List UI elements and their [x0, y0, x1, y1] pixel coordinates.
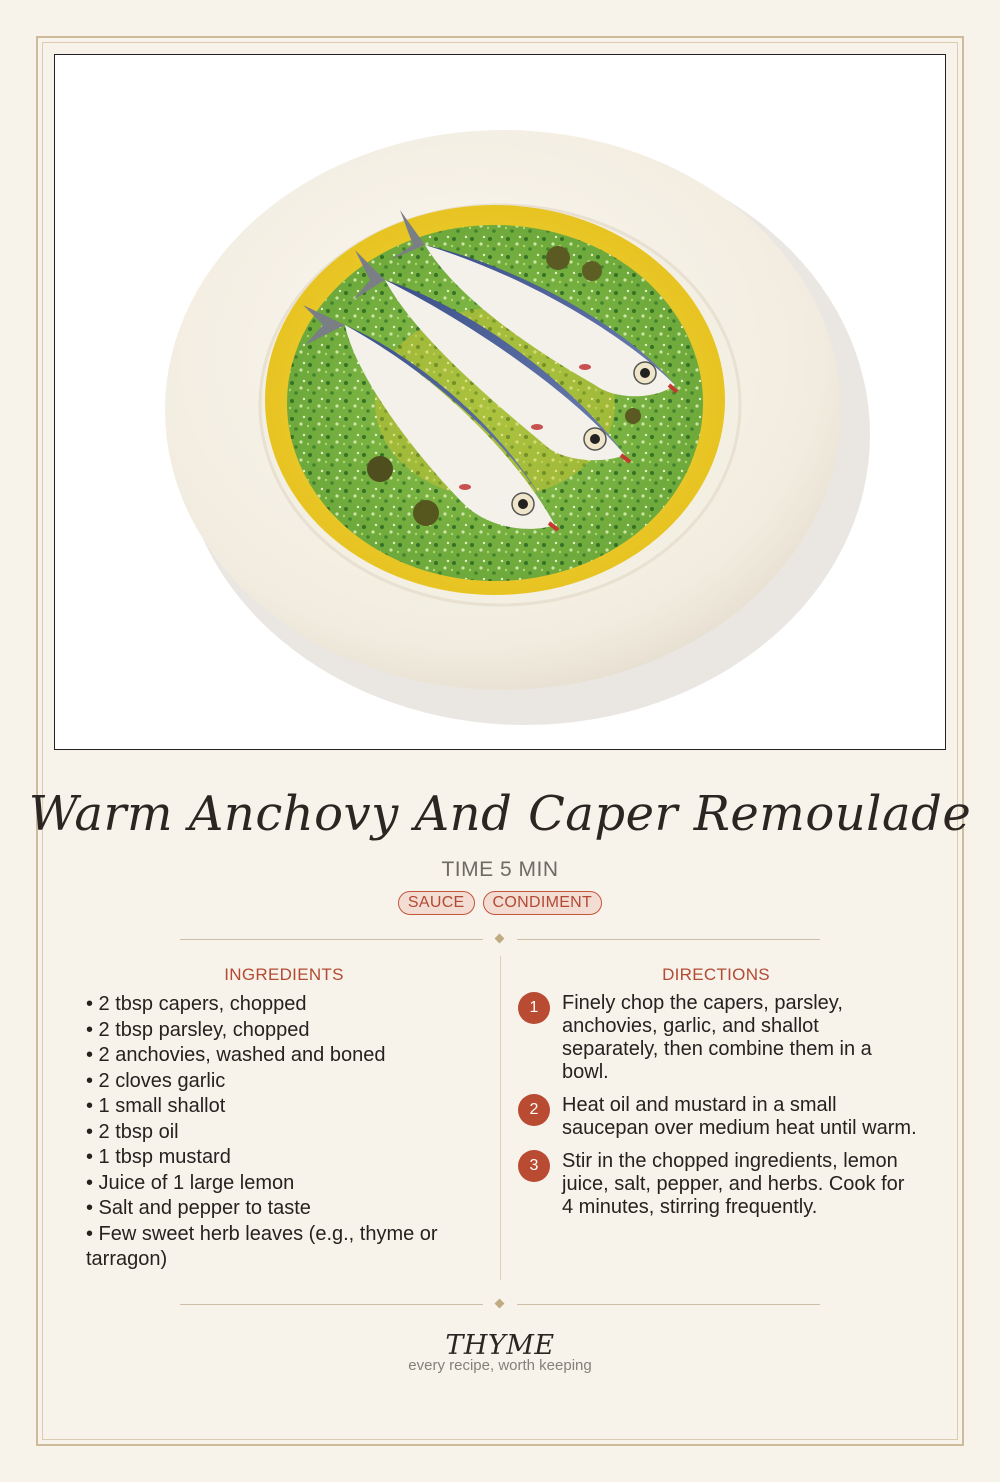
- brand-tagline: every recipe, worth keeping: [408, 1357, 592, 1374]
- recipe-illustration: [54, 54, 946, 750]
- tag-sauce[interactable]: SAUCE: [398, 891, 475, 915]
- direction-list: [518, 992, 918, 1229]
- column-divider: [500, 956, 501, 1280]
- divider-line: [180, 1304, 483, 1305]
- caper: [582, 261, 602, 281]
- brand-logo-text: THYME: [445, 1330, 555, 1361]
- ingredient-item: • 2 tbsp oil: [86, 1120, 179, 1143]
- caper: [546, 246, 570, 270]
- caper: [625, 408, 641, 424]
- step-text: Heat oil and mustard in a small saucepan over medium heat until warm.: [562, 1094, 917, 1139]
- ingredient-item: • Few sweet herb leaves (e.g., thyme or tarragon): [86, 1222, 438, 1270]
- step-text: Finely chop the capers, parsley, anchovies, garlic, and shallot separately, then combine them in a bowl.: [562, 992, 872, 1083]
- direction-step: [518, 1094, 918, 1140]
- plate-illustration-svg: [55, 55, 946, 750]
- step-text: Stir in the chopped ingredients, lemon juice, salt, pepper, and herbs. Cook for 4 minutes, stirring frequently.: [562, 1150, 905, 1218]
- divider-line: [517, 939, 820, 940]
- ingredient-item: • 1 small shallot: [86, 1095, 226, 1117]
- directions-heading: DIRECTIONS: [662, 965, 770, 984]
- caper: [413, 500, 439, 526]
- ingredient-item: • 2 tbsp parsley, chopped: [86, 1018, 310, 1041]
- recipe-time: TIME 5 MIN: [441, 858, 559, 881]
- recipe-title: Warm Anchovy And Caper Remoulade: [28, 786, 972, 842]
- tag-condiment[interactable]: CONDIMENT: [483, 891, 603, 915]
- caper: [367, 456, 393, 482]
- ingredient-item: • 1 tbsp mustard: [86, 1146, 231, 1168]
- ingredient-item: • Juice of 1 large lemon: [86, 1171, 295, 1194]
- ingredient-item: • 2 tbsp capers, chopped: [86, 993, 307, 1015]
- step-number-badge: 1: [518, 992, 550, 1024]
- ingredient-item: • 2 anchovies, washed and boned: [86, 1044, 386, 1066]
- ingredient-item: • Salt and pepper to taste: [86, 1197, 311, 1219]
- step-number-badge: 2: [518, 1094, 550, 1126]
- direction-step: [518, 1150, 918, 1219]
- ingredients-heading: INGREDIENTS: [224, 965, 344, 984]
- ingredient-item: • 2 cloves garlic: [86, 1069, 226, 1092]
- ingredient-list: [86, 992, 486, 1273]
- tag-list: [0, 891, 1000, 915]
- step-number-badge: 3: [518, 1150, 550, 1182]
- divider-line: [517, 1304, 820, 1305]
- direction-step: [518, 992, 918, 1084]
- divider-line: [180, 939, 483, 940]
